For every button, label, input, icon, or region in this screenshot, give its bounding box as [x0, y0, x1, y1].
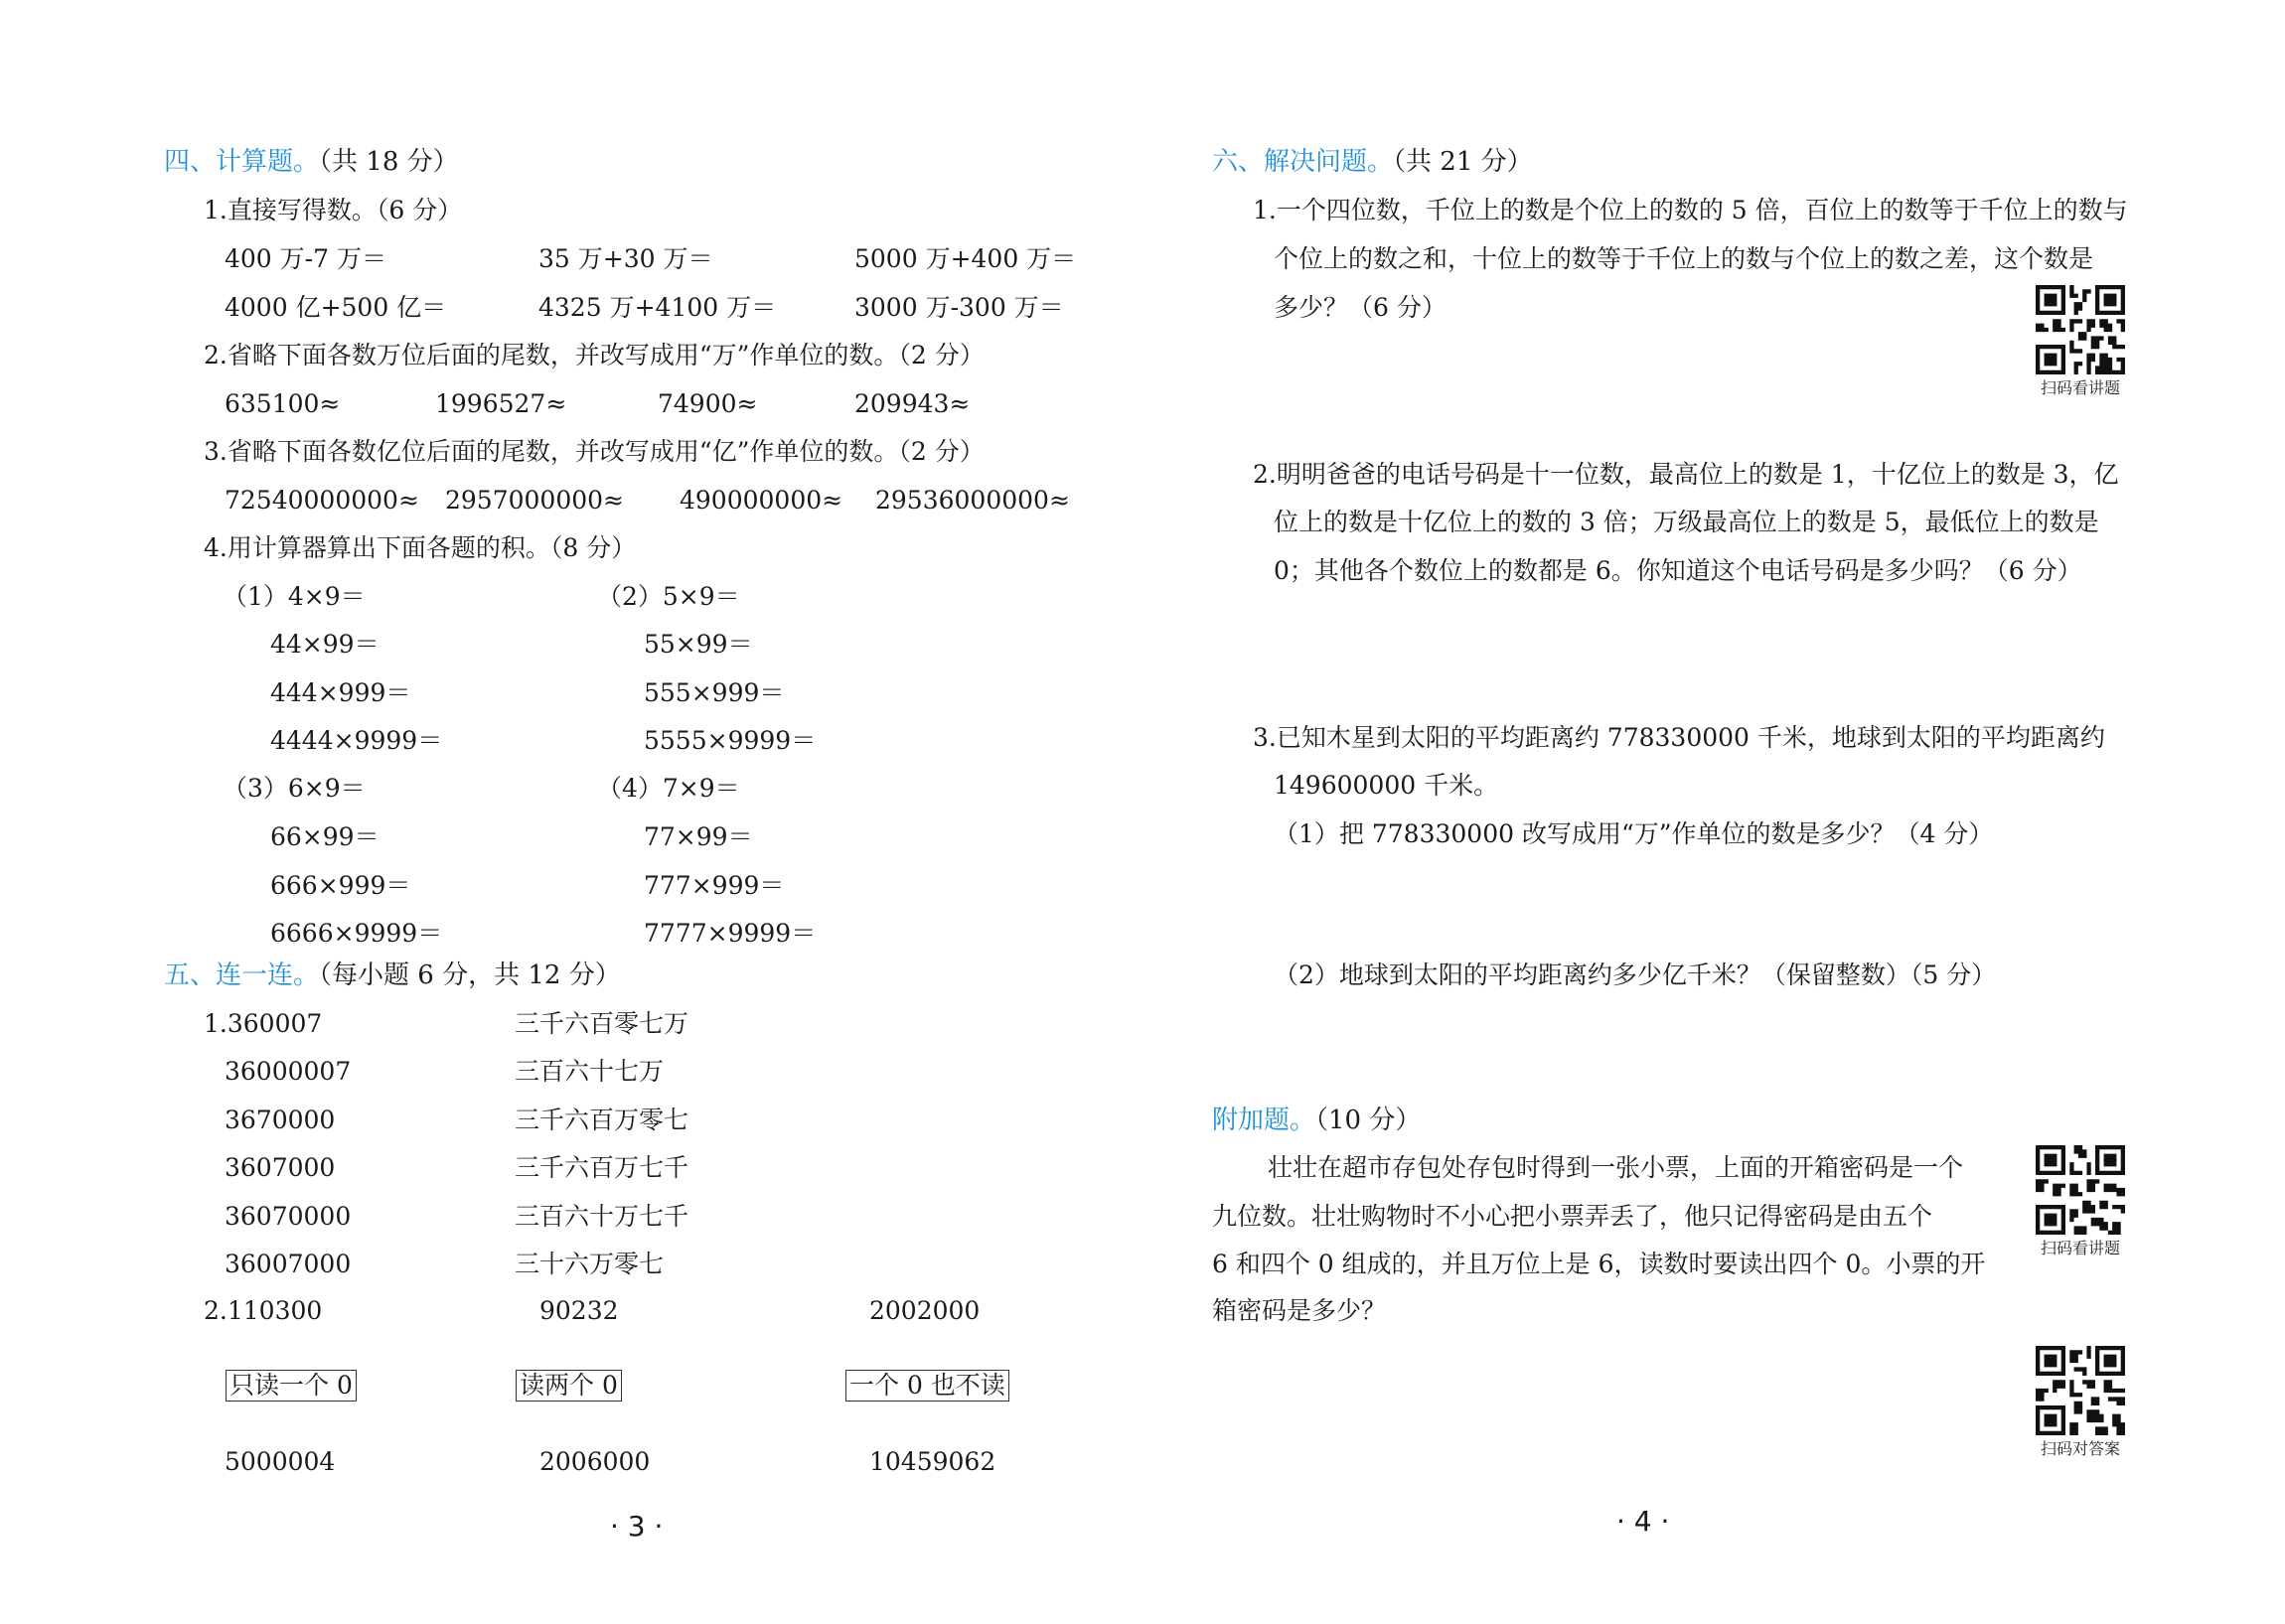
qr-label: 扫码看讲题 [2040, 1239, 2120, 1257]
problem-1-text: 1.一个四位数，千位上的数是个位上的数的 5 倍，百位上的数等于千位上的数与 [1253, 196, 2128, 224]
reading-rule-box: 读两个 0 [516, 1370, 622, 1402]
product-item: 66×99＝ [270, 822, 380, 851]
calc-item: 35 万+30 万＝ [538, 244, 713, 273]
product-item: （1）4×9＝ [223, 582, 366, 611]
qr-code-icon [2036, 1346, 2125, 1435]
approx-item: 1996527≈ [435, 389, 567, 418]
match-number: 2.110300 [204, 1296, 323, 1325]
page-number: · 4 · [1616, 1505, 1670, 1538]
section-5-heading: 五、连一连。（每小题 6 分，共 12 分） [164, 960, 621, 990]
product-item: 4444×9999＝ [270, 726, 443, 755]
match-number: 2002000 [869, 1296, 981, 1325]
bonus-heading: 附加题。（10 分） [1212, 1106, 1422, 1135]
approx-item: 2957000000≈ [445, 486, 625, 515]
q3-heading: 3.省略下面各数亿位后面的尾数，并改写成用“亿”作单位的数。（2 分） [204, 437, 985, 466]
product-item: 555×999＝ [644, 678, 785, 707]
match-number: 1.360007 [204, 1009, 323, 1038]
reading-rule-box: 一个 0 也不读 [845, 1370, 1009, 1402]
product-item: 7777×9999＝ [644, 919, 817, 948]
product-item: 6666×9999＝ [270, 919, 443, 948]
problem-3-text: 3.已知木星到太阳的平均距离约 778330000 千米，地球到太阳的平均距离约 [1253, 723, 2105, 752]
match-word: 三百六十七万 [515, 1057, 665, 1086]
qr-code[interactable] [2026, 285, 2135, 398]
match-word: 三千六百万七千 [515, 1153, 689, 1182]
match-number: 3607000 [225, 1153, 336, 1182]
bonus-text: 箱密码是多少？ [1212, 1296, 1387, 1325]
problem-2-text: 2.明明爸爸的电话号码是十一位数，最高位上的数是 1，十亿位上的数是 3，亿 [1253, 460, 2119, 489]
bonus-text: 6 和四个 0 组成的，并且万位上是 6，读数时要读出四个 0。小票的开 [1212, 1250, 1986, 1278]
q1-heading: 1.直接写得数。（6 分） [204, 196, 463, 224]
problem-1-text: 多少？（6 分） [1274, 293, 1447, 322]
match-number: 36007000 [225, 1250, 352, 1278]
problem-1-text: 个位上的数之和，十位上的数等于千位上的数与个位上的数之差，这个数是 [1274, 244, 2094, 273]
product-item: （3）6×9＝ [223, 774, 366, 803]
approx-item: 29536000000≈ [875, 486, 1070, 515]
approx-item: 72540000000≈ [225, 486, 419, 515]
product-item: （2）5×9＝ [597, 582, 740, 611]
product-item: 44×99＝ [270, 630, 380, 659]
approx-item: 74900≈ [658, 389, 758, 418]
page-number: · 3 · [610, 1510, 664, 1543]
product-item: （4）7×9＝ [597, 774, 740, 803]
problem-3-sub-2: （2）地球到太阳的平均距离约多少亿千米？（保留整数）（5 分） [1274, 960, 1997, 989]
q2-heading: 2.省略下面各数万位后面的尾数，并改写成用“万”作单位的数。（2 分） [204, 341, 985, 369]
qr-code[interactable] [2026, 1346, 2135, 1459]
match-number: 3670000 [225, 1106, 336, 1134]
calc-item: 4000 亿+500 亿＝ [225, 293, 447, 322]
match-number: 5000004 [225, 1447, 336, 1476]
product-item: 77×99＝ [644, 822, 753, 851]
problem-2-text: 0；其他各个数位上的数都是 6。你知道这个电话号码是多少吗？（6 分） [1274, 556, 2082, 585]
qr-label: 扫码看讲题 [2040, 378, 2120, 397]
match-number: 10459062 [869, 1447, 996, 1476]
match-word: 三千六百万零七 [515, 1106, 689, 1134]
calc-item: 4325 万+4100 万＝ [538, 293, 777, 322]
bonus-text: 九位数。壮壮购物时不小心把小票弄丢了，他只记得密码是由五个 [1212, 1202, 1933, 1231]
product-item: 55×99＝ [644, 630, 753, 659]
product-item: 666×999＝ [270, 871, 411, 900]
approx-item: 490000000≈ [680, 486, 843, 515]
problem-3-text: 149600000 千米。 [1274, 771, 1499, 800]
problem-3-sub-1: （1）把 778330000 改写成用“万”作单位的数是多少？（4 分） [1274, 819, 1994, 848]
section-4-heading: 四、计算题。（共 18 分） [164, 147, 459, 177]
match-number: 36000007 [225, 1057, 352, 1086]
problem-2-text: 位上的数是十亿位上的数的 3 倍；万级最高位上的数是 5，最低位上的数是 [1274, 508, 2099, 536]
q4-heading: 4.用计算器算出下面各题的积。（8 分） [204, 533, 637, 562]
calc-item: 5000 万+400 万＝ [854, 244, 1077, 273]
bonus-text: 壮壮在超市存包处存包时得到一张小票，上面的开箱密码是一个 [1268, 1153, 1964, 1182]
qr-label: 扫码对答案 [2040, 1439, 2120, 1458]
match-number: 36070000 [225, 1202, 352, 1231]
match-word: 三十六万零七 [515, 1250, 665, 1278]
match-word: 三百六十万七千 [515, 1202, 689, 1231]
section-6-heading: 六、解决问题。（共 21 分） [1212, 147, 1533, 177]
qr-code-icon [2036, 285, 2125, 374]
product-item: 444×999＝ [270, 678, 411, 707]
qr-code[interactable] [2026, 1145, 2135, 1258]
approx-item: 635100≈ [225, 389, 341, 418]
qr-code-icon [2036, 1145, 2125, 1235]
product-item: 5555×9999＝ [644, 726, 817, 755]
approx-item: 209943≈ [854, 389, 971, 418]
calc-item: 3000 万-300 万＝ [854, 293, 1064, 322]
match-number: 90232 [539, 1296, 619, 1325]
match-number: 2006000 [539, 1447, 651, 1476]
reading-rule-box: 只读一个 0 [226, 1370, 357, 1402]
match-word: 三千六百零七万 [515, 1009, 689, 1038]
product-item: 777×999＝ [644, 871, 785, 900]
calc-item: 400 万-7 万＝ [225, 244, 386, 273]
